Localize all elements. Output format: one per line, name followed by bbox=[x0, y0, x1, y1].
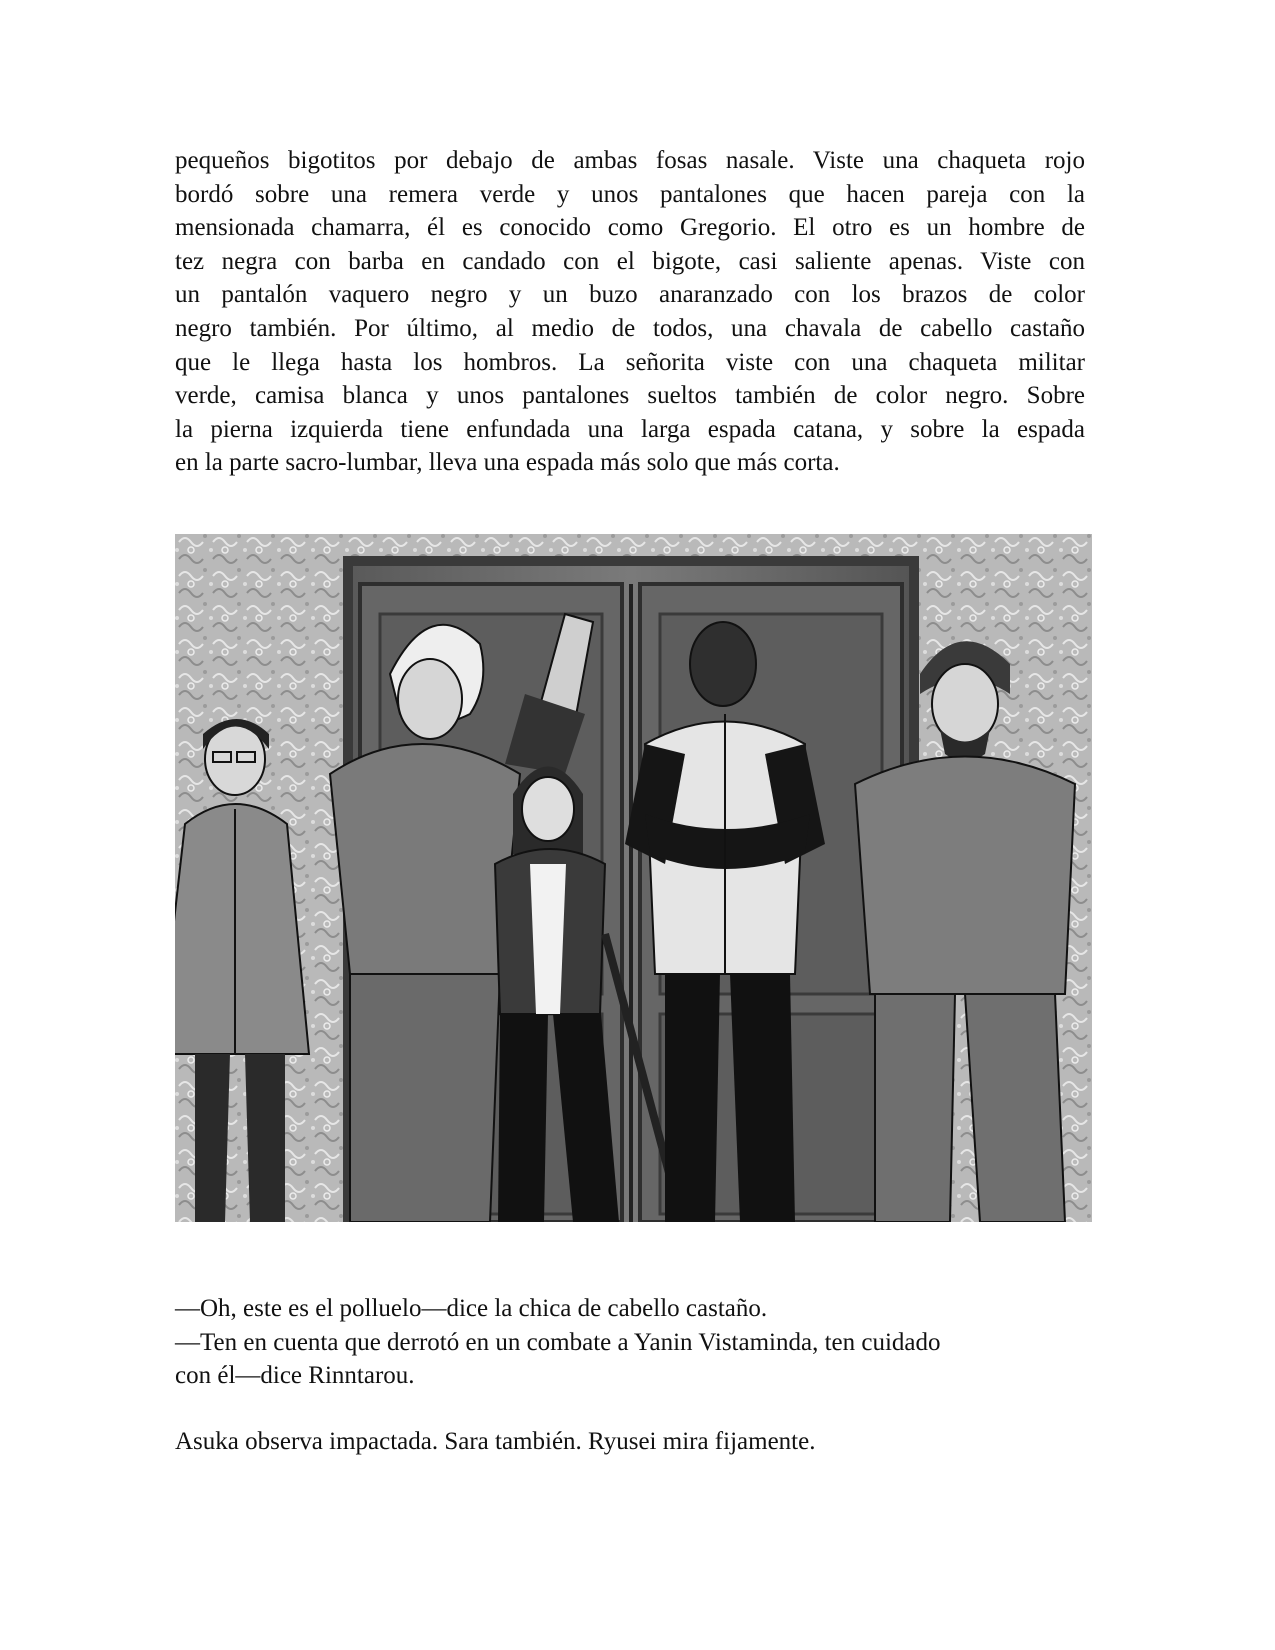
paragraph-line: que le llega hasta los hombros. La señorita viste con una chaqueta militar bbox=[175, 348, 1085, 376]
top-paragraph bbox=[175, 144, 1085, 480]
paragraph-line: bordó sobre una remera verde y unos pantalones que hacen pareja con la bbox=[175, 180, 1085, 208]
paragraph-line: tez negra con barba en candado con el bigote, casi saliente apenas. Viste con bbox=[175, 247, 1085, 275]
paragraph-line: mensionada chamarra, él es conocido como Gregorio. El otro es un hombre de bbox=[175, 214, 1085, 242]
paragraph-line: en la parte sacro-lumbar, lleva una espada más solo que más corta. bbox=[175, 449, 840, 477]
dialogue-line: —Ten en cuenta que derrotó en un combate a Yanin Vistaminda, ten cuidado bbox=[175, 1328, 941, 1356]
dialogue-line: con él—dice Rinntarou. bbox=[175, 1362, 415, 1390]
paragraph-line: verde, camisa blanca y unos pantalones sueltos también de color negro. Sobre bbox=[175, 382, 1085, 410]
paragraph-line: un pantalón vaquero negro y un buzo anaranzado con los brazos de color bbox=[175, 281, 1085, 309]
paragraph-line: pequeños bigotitos por debajo de ambas fosas nasale. Viste una chaqueta rojo bbox=[175, 147, 1085, 174]
paragraph-line: la pierna izquierda tiene enfundada una larga espada catana, y sobre la espada bbox=[175, 415, 1085, 443]
manga-illustration bbox=[175, 534, 1092, 1222]
closing-paragraph: Asuka observa impactada. Sara también. Ryusei mira fijamente. bbox=[175, 1428, 816, 1455]
dialogue-line: —Oh, este es el polluelo—dice la chica de cabello castaño. bbox=[175, 1295, 768, 1322]
paragraph-line: negro también. Por último, al medio de todos, una chavala de cabello castaño bbox=[175, 314, 1085, 342]
dialogue-block bbox=[175, 1292, 1085, 1393]
